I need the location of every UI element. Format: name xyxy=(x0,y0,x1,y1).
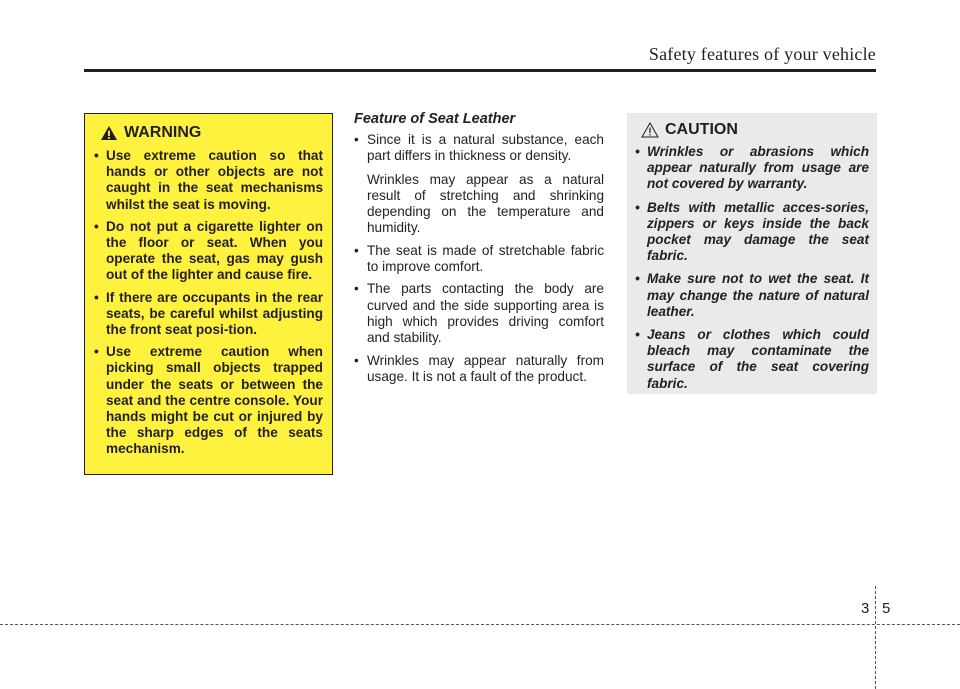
footer-line xyxy=(0,624,960,625)
warning-item: • Use extreme caution when picking small objects trapped under the seats or between the seat and the centre console. Your hands might be cut or injured by the sharp edges of the seats mechanism. xyxy=(94,344,323,457)
feature-title: Feature of Seat Leather xyxy=(354,111,516,127)
caution-box xyxy=(627,113,877,394)
caution-item: • Belts with metallic acces-sories, zippers or keys inside the back pocket may damage the seat fabric. xyxy=(635,200,869,265)
feature-item-text: Wrinkles may appear as a natural result of stretching and shrinking depending on the temperature and humidity. xyxy=(367,171,604,236)
caution-item: • Make sure not to wet the seat. It may change the nature of natural leather. xyxy=(635,271,869,320)
warning-heading: WARNING xyxy=(124,124,202,141)
header-rule xyxy=(84,69,876,72)
warning-triangle-icon xyxy=(100,125,118,141)
warning-list xyxy=(94,148,323,458)
header-title: Safety features of your vehicle xyxy=(648,44,876,64)
caution-item: • Jeans or clothes which could bleach may contaminate the surface of the seat covering fabric. xyxy=(635,327,869,392)
warning-item: • Use extreme caution so that hands or other objects are not caught in the seat mechanisms whilst the seat is moving. xyxy=(94,148,323,213)
caution-heading: CAUTION xyxy=(665,121,738,138)
caution-list xyxy=(635,144,869,392)
feature-item: • The seat is made of stretchable fabric to improve comfort. xyxy=(354,243,604,276)
feature-item: • Wrinkles may appear naturally from usage. It is not a fault of the product. xyxy=(354,353,604,386)
warning-item: • If there are occupants in the rear seats, be careful whilst adjusting the front seat posi-tion. xyxy=(94,290,323,339)
page-number: 5 xyxy=(882,600,891,617)
caution-heading-row xyxy=(641,121,869,139)
warning-box xyxy=(84,113,333,475)
caution-item: • Wrinkles or abrasions which appear naturally from usage are not covered by warranty. xyxy=(635,144,869,193)
feature-item xyxy=(354,132,604,237)
chapter-number: 3 xyxy=(861,600,870,617)
warning-heading-row xyxy=(100,124,323,142)
footer-divider xyxy=(875,586,876,689)
feature-item-text: • Since it is a natural substance, each part differs in thickness or density. xyxy=(367,132,604,164)
caution-triangle-icon xyxy=(641,122,659,138)
feature-item: • The parts contacting the body are curved and the side supporting area is high which provides driving comfort and stability. xyxy=(354,281,604,346)
feature-list xyxy=(354,132,604,391)
warning-item: • Do not put a cigarette lighter on the floor or seat. When you operate the seat, gas may gush out of the lighter and cause fire. xyxy=(94,219,323,284)
